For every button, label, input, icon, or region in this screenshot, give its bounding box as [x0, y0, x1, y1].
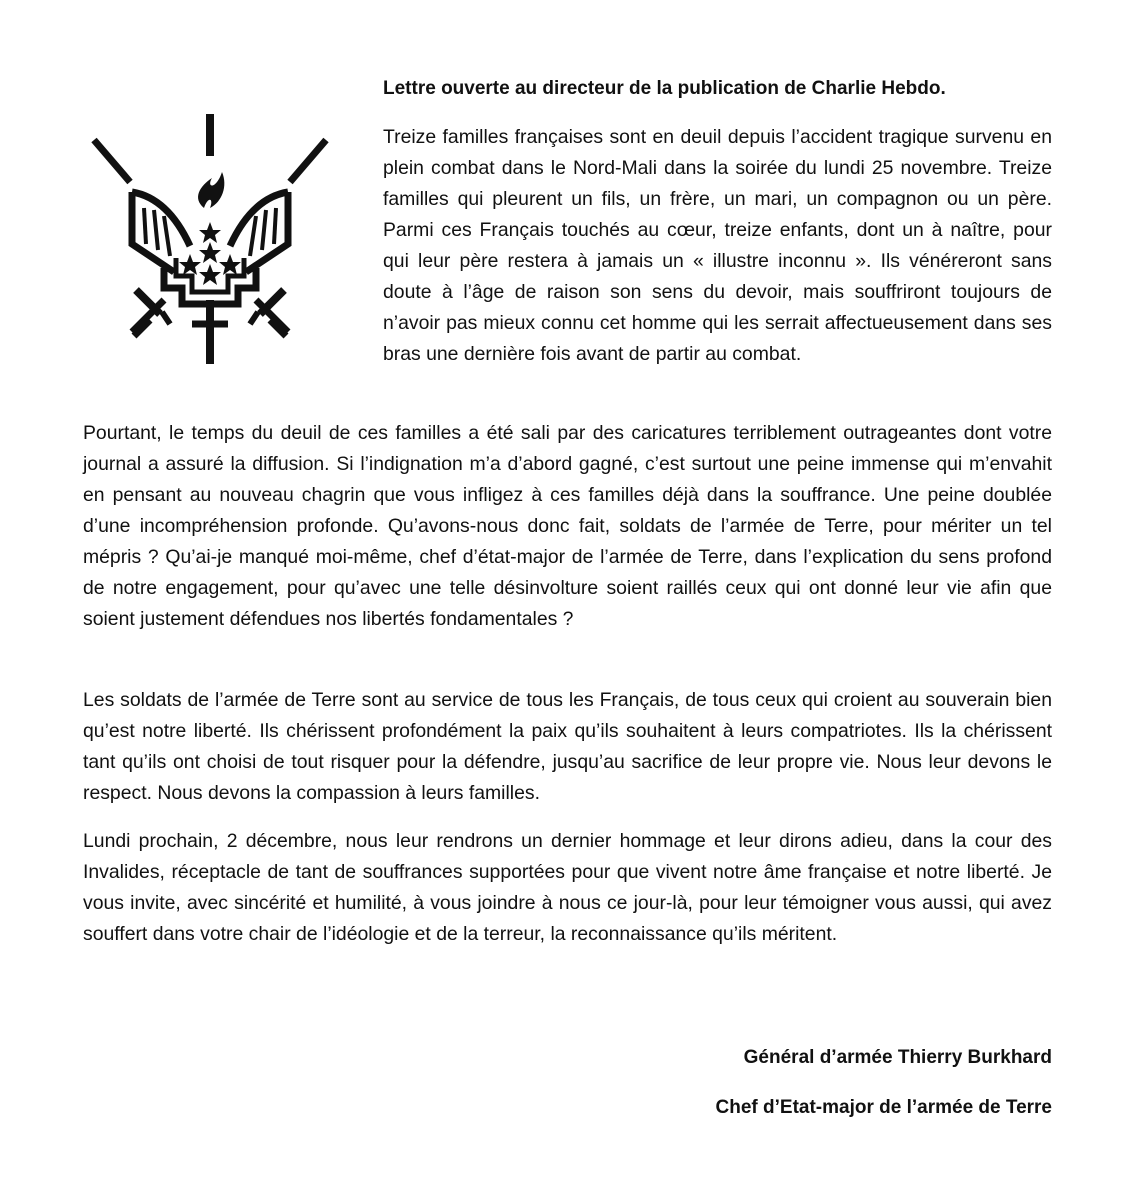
- paragraph-outrage: Pourtant, le temps du deuil de ces familles a été sali par des caricatures terriblement outrageantes dont votre journal a assuré la diffusion. Si l’indignation m’a d’abord gagné, c’est surtout une peine immense qui m’envahit en pensant au nouveau chagrin que vous infligez à ces familles déjà dans la souffrance. Une peine doublée d’une incompréhension profonde. Qu’avons-nous donc fait, soldats de l’armée de Terre, pour mériter un tel mépris ? Qu’ai-je manqué moi-même, chef d’état-major de l’armée de Terre, dans l’explication du sens profond de notre engagement, pour qu’avec une telle désinvolture soient raillés ceux qui ont donné leur vie afin que soient justement défendues nos libertés fondamentales ?: [83, 422, 1052, 630]
- signature-name: Général d’armée Thierry Burkhard: [743, 1047, 1052, 1068]
- army-emblem-icon: [88, 112, 332, 368]
- paragraph-intro: Treize familles françaises sont en deuil depuis l’accident tragique survenu en plein combat dans le Nord-Mali dans la soirée du lundi 25 novembre. Treize familles qui pleurent un fils, un frère, un mari, un compagnon ou un père. Parmi ces Français touchés au cœur, treize enfants, dont un à naître, pour qui leur père restera à jamais un « illustre inconnu ». Ils vénéreront sans doute à l’âge de raison son sens du devoir, mais souffriront toujours de n’avoir pas mieux connu cet homme qui les serrait affectueusement dans ses bras une dernière fois avant de partir au combat.: [383, 126, 1052, 365]
- paragraph-invitation: Lundi prochain, 2 décembre, nous leur rendrons un dernier hommage et leur dirons adieu, dans la cour des Invalides, réceptacle de tant de souffrances supportées pour que vivent notre âme française et notre liberté. Je vous invite, avec sincérité et humilité, à vous joindre à nous ce jour-là, pour leur témoigner vous aussi, qui avez souffert dans votre chair de l’idéologie et de la terreur, la reconnaissance qu’ils méritent.: [83, 830, 1052, 945]
- signature-role: Chef d’Etat-major de l’armée de Terre: [715, 1097, 1052, 1118]
- letter-title: Lettre ouverte au directeur de la publication de Charlie Hebdo.: [383, 78, 946, 99]
- paragraph-soldiers: Les soldats de l’armée de Terre sont au service de tous les Français, de tous ceux qui croient au souverain bien qu’est notre liberté. Ils chérissent profondément la paix qu’ils souhaitent à leurs compatriotes. Ils la chérissent tant qu’ils ont choisi de tout risquer pour la défendre, jusqu’au sacrifice de leur propre vie. Nous leur devons le respect. Nous devons la compassion à leurs familles.: [83, 689, 1052, 804]
